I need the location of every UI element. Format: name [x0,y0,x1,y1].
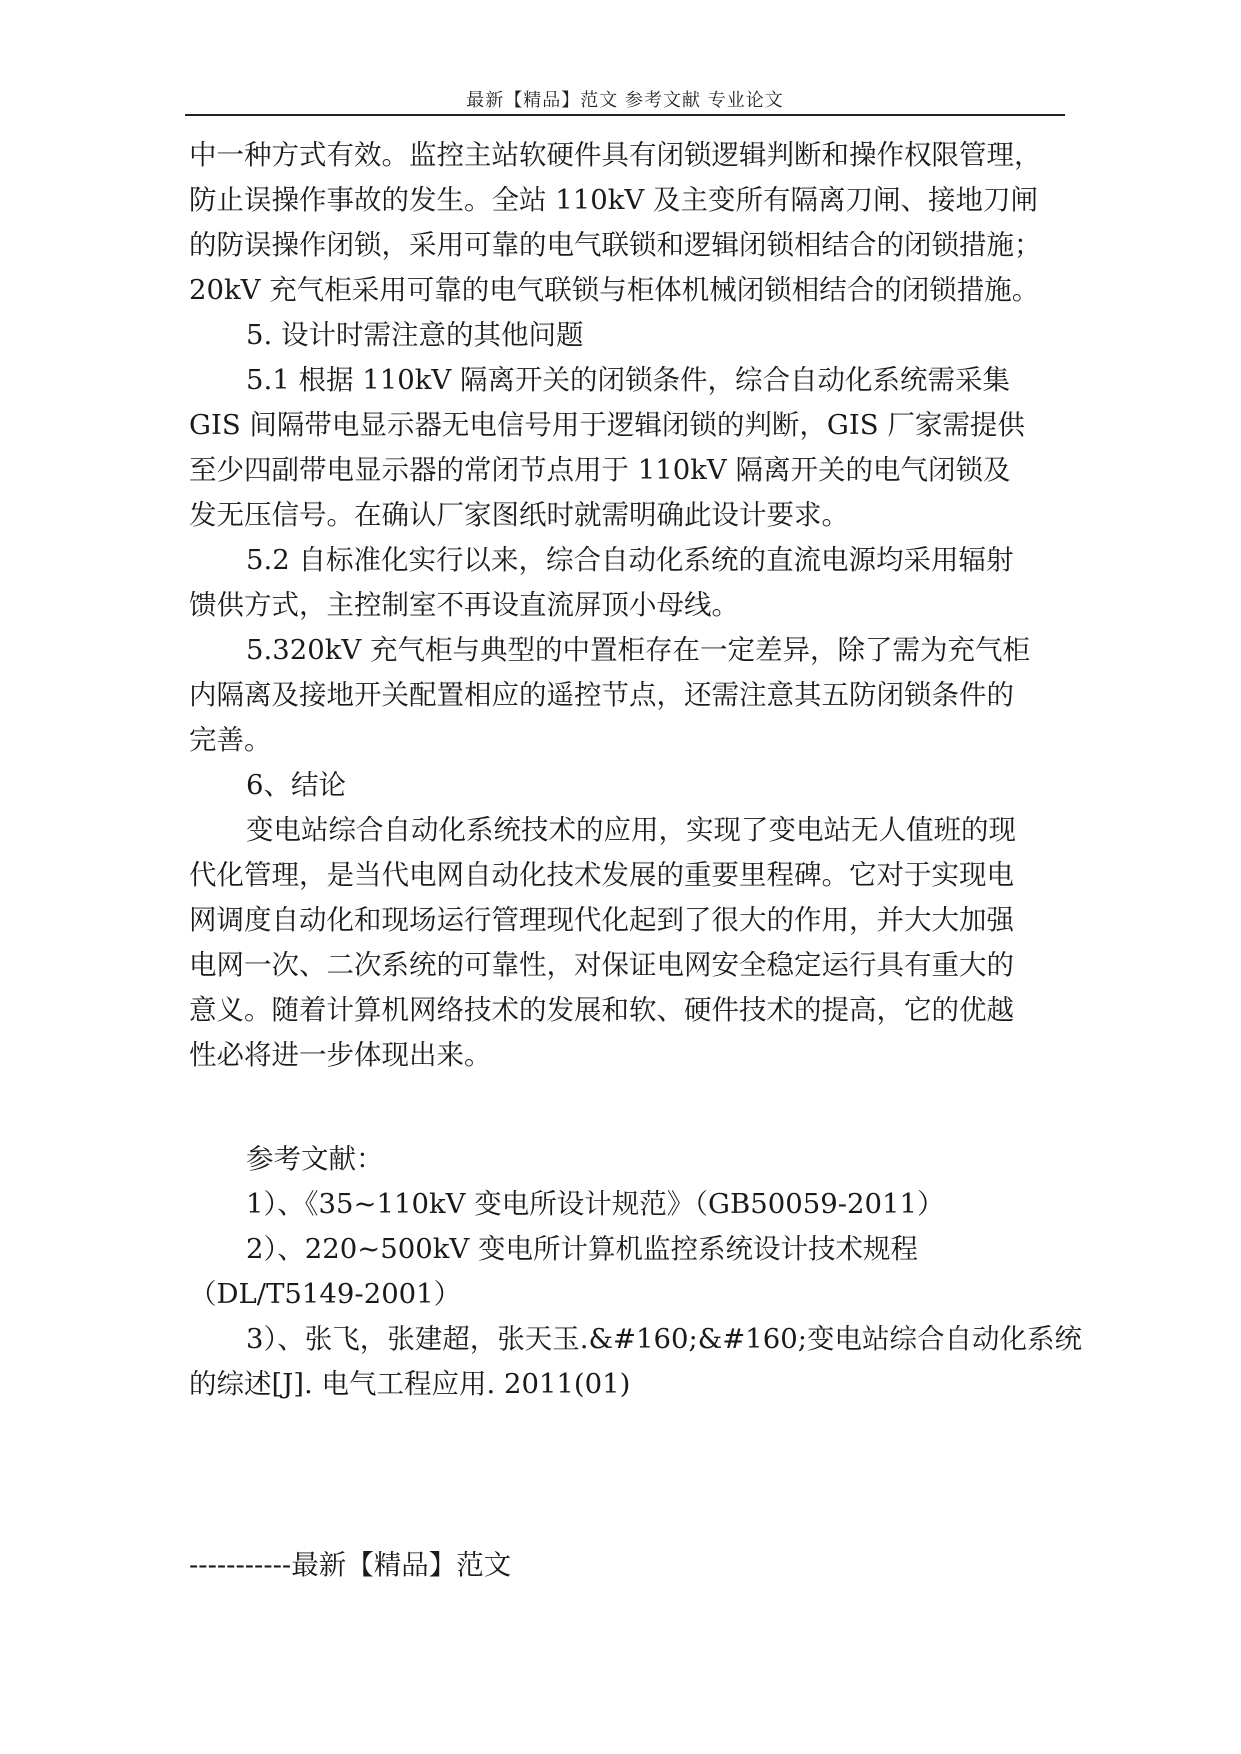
section-heading-6: 6、结论 [246,769,346,801]
body-line: 网调度自动化和现场运行管理现代化起到了很大的作用，并大大加强 [189,904,1014,936]
section-heading-5: 5. 设计时需注意的其他问题 [246,319,584,351]
reference-item: 1）、《35~110kV 变电所设计规范》（GB50059-2011） [246,1188,945,1220]
body-line: 的防误操作闭锁，采用可靠的电气联锁和逻辑闭锁相结合的闭锁措施； [189,229,1042,261]
reference-item: （DL/T5149-2001） [189,1278,462,1310]
body-line: 完善。 [189,724,272,756]
body-line: 意义。随着计算机网络技术的发展和软、硬件技术的提高，它的优越 [189,994,1014,1026]
body-line: 至少四副带电显示器的常闭节点用于 110kV 隔离开关的电气闭锁及 [189,454,1011,486]
body-line: 20kV 充气柜采用可靠的电气联锁与柜体机械闭锁相结合的闭锁措施。 [189,274,1040,306]
body-line: 馈供方式，主控制室不再设直流屏顶小母线。 [189,589,739,621]
reference-item: 2）、220~500kV 变电所计算机监控系统设计技术规程 [246,1233,919,1265]
references-heading: 参考文献： [246,1143,384,1175]
body-line: 性必将进一步体现出来。 [189,1039,492,1071]
body-line: 代化管理，是当代电网自动化技术发展的重要里程碑。它对于实现电 [189,859,1014,891]
reference-item: 的综述[J]. 电气工程应用. 2011(01) [189,1368,631,1400]
body-line: 变电站综合自动化系统技术的应用，实现了变电站无人值班的现 [246,814,1016,846]
reference-item: 3）、张飞，张建超，张天玉.&#160;&#160;变电站综合自动化系统 [246,1323,1083,1355]
page-header: 最新【精品】范文 参考文献 专业论文 [466,90,784,111]
body-line: 5.1 根据 110kV 隔离开关的闭锁条件，综合自动化系统需采集 [246,364,1010,396]
body-line: 防止误操作事故的发生。全站 110kV 及主变所有隔离刀闸、接地刀闸 [189,184,1038,216]
body-line: 中一种方式有效。监控主站软硬件具有闭锁逻辑判断和操作权限管理， [189,139,1042,171]
header-rule [185,114,1065,116]
body-line: 内隔离及接地开关配置相应的遥控节点，还需注意其五防闭锁条件的 [189,679,1014,711]
body-line: 发无压信号。在确认厂家图纸时就需明确此设计要求。 [189,499,849,531]
page-footer: -----------最新【精品】范文 [189,1549,512,1581]
references-section [189,1137,1083,1407]
body-text [189,133,1061,1078]
body-line: 5.2 自标准化实行以来，综合自动化系统的直流电源均采用辐射 [246,544,1014,576]
body-line: 电网一次、二次系统的可靠性，对保证电网安全稳定运行具有重大的 [189,949,1014,981]
body-line: GIS 间隔带电显示器无电信号用于逻辑闭锁的判断，GIS 厂家需提供 [189,409,1025,441]
body-line: 5.320kV 充气柜与典型的中置柜存在一定差异，除了需为充气柜 [246,634,1030,666]
